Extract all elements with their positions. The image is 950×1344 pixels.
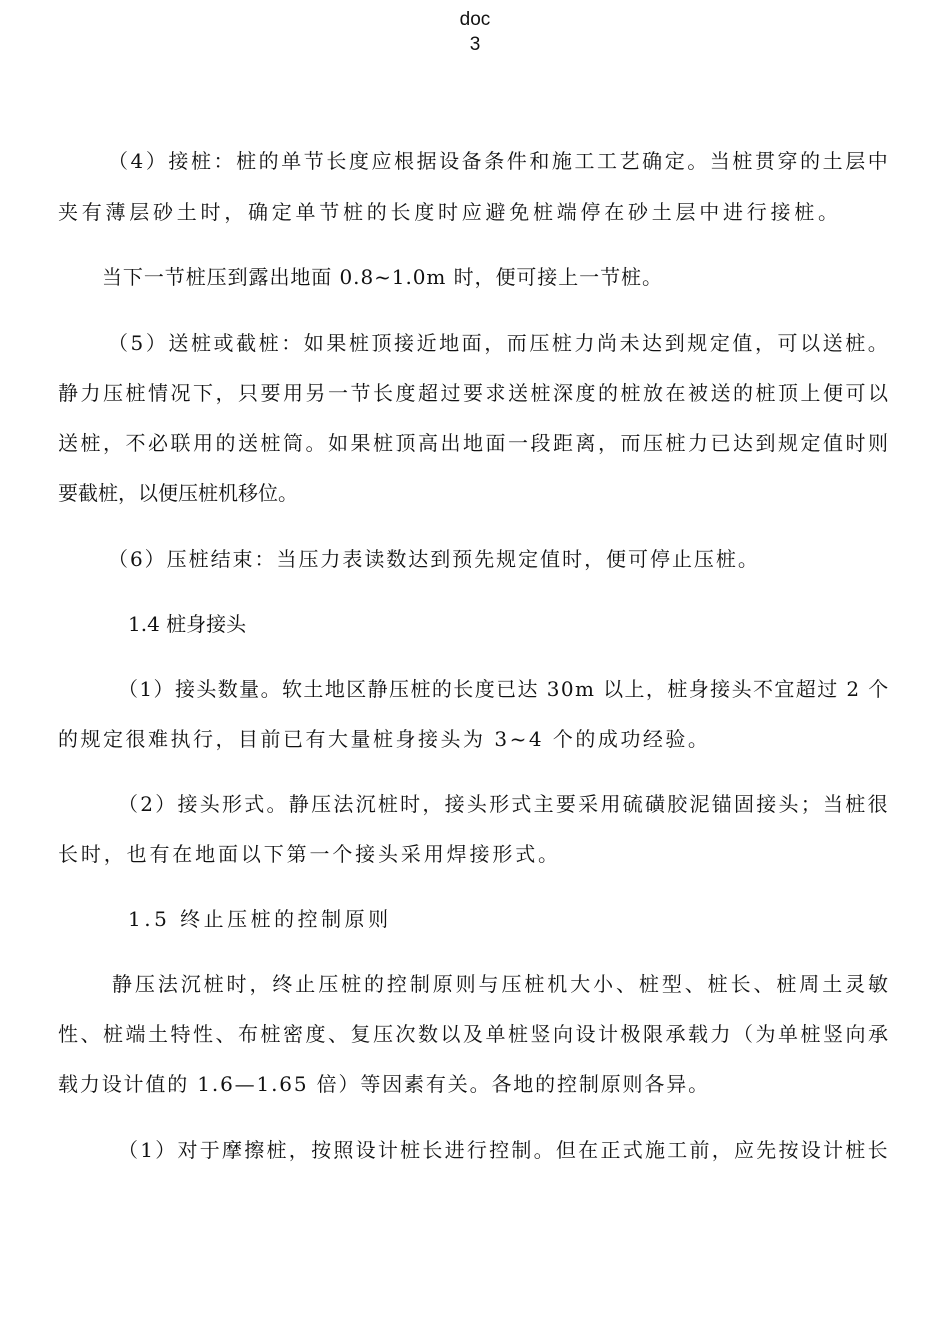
text-line-11: （2）接头形式。静压法沉桩时，接头形式主要采用硫磺胶泥锚固接头；当桩很: [118, 792, 890, 816]
text-line-3: 当下一节桩压到露出地面 0.8~1.0m 时，便可接上一节桩。: [102, 265, 663, 289]
text-line-13: 静压法沉桩时，终止压桩的控制原则与压桩机大小、桩型、桩长、桩周土灵敏: [112, 972, 891, 996]
text-line-2: 夹有薄层砂土时，确定单节桩的长度时应避免桩端停在砂土层中进行接桩。: [58, 200, 842, 224]
text-line-1: （4）接桩：桩的单节长度应根据设备条件和施工工艺确定。当桩贯穿的土层中: [108, 149, 891, 173]
page-header-line1: doc: [459, 9, 491, 30]
text-line-10: 的规定很难执行，目前已有大量桩身接头为 3~4 个的成功经验。: [58, 727, 711, 751]
text-line-7: 要截桩，以便压桩机移位。: [58, 481, 298, 505]
section-heading-1-4: 1.4 桩身接头: [128, 612, 247, 636]
text-line-8: （6）压桩结束：当压力表读数达到预先规定值时，便可停止压桩。: [108, 547, 760, 571]
text-line-16: （1）对于摩擦桩，按照设计桩长进行控制。但在正式施工前，应先按设计桩长: [118, 1138, 890, 1162]
text-line-5: 静力压桩情况下，只要用另一节长度超过要求送桩深度的桩放在被送的桩顶上便可以: [58, 381, 891, 405]
page-header-line2: 3: [469, 34, 481, 55]
text-line-9: （1）接头数量。软土地区静压桩的长度已达 30m 以上，桩身接头不宜超过 2 个: [118, 677, 890, 701]
section-heading-1-5: 1.5 终止压桩的控制原则: [128, 907, 392, 931]
text-line-4: （5）送桩或截桩：如果桩顶接近地面，而压桩力尚未达到规定值，可以送桩。: [108, 331, 891, 355]
text-line-15: 载力设计值的 1.6—1.65 倍）等因素有关。各地的控制原则各异。: [58, 1072, 710, 1096]
text-line-12: 长时，也有在地面以下第一个接头采用焊接形式。: [58, 842, 561, 866]
text-line-6: 送桩，不必联用的送桩筒。如果桩顶高出地面一段距离，而压桩力已达到规定值时则: [58, 431, 891, 455]
text-line-14: 性、桩端土特性、布桩密度、复压次数以及单桩竖向设计极限承载力（为单桩竖向承: [58, 1022, 891, 1046]
